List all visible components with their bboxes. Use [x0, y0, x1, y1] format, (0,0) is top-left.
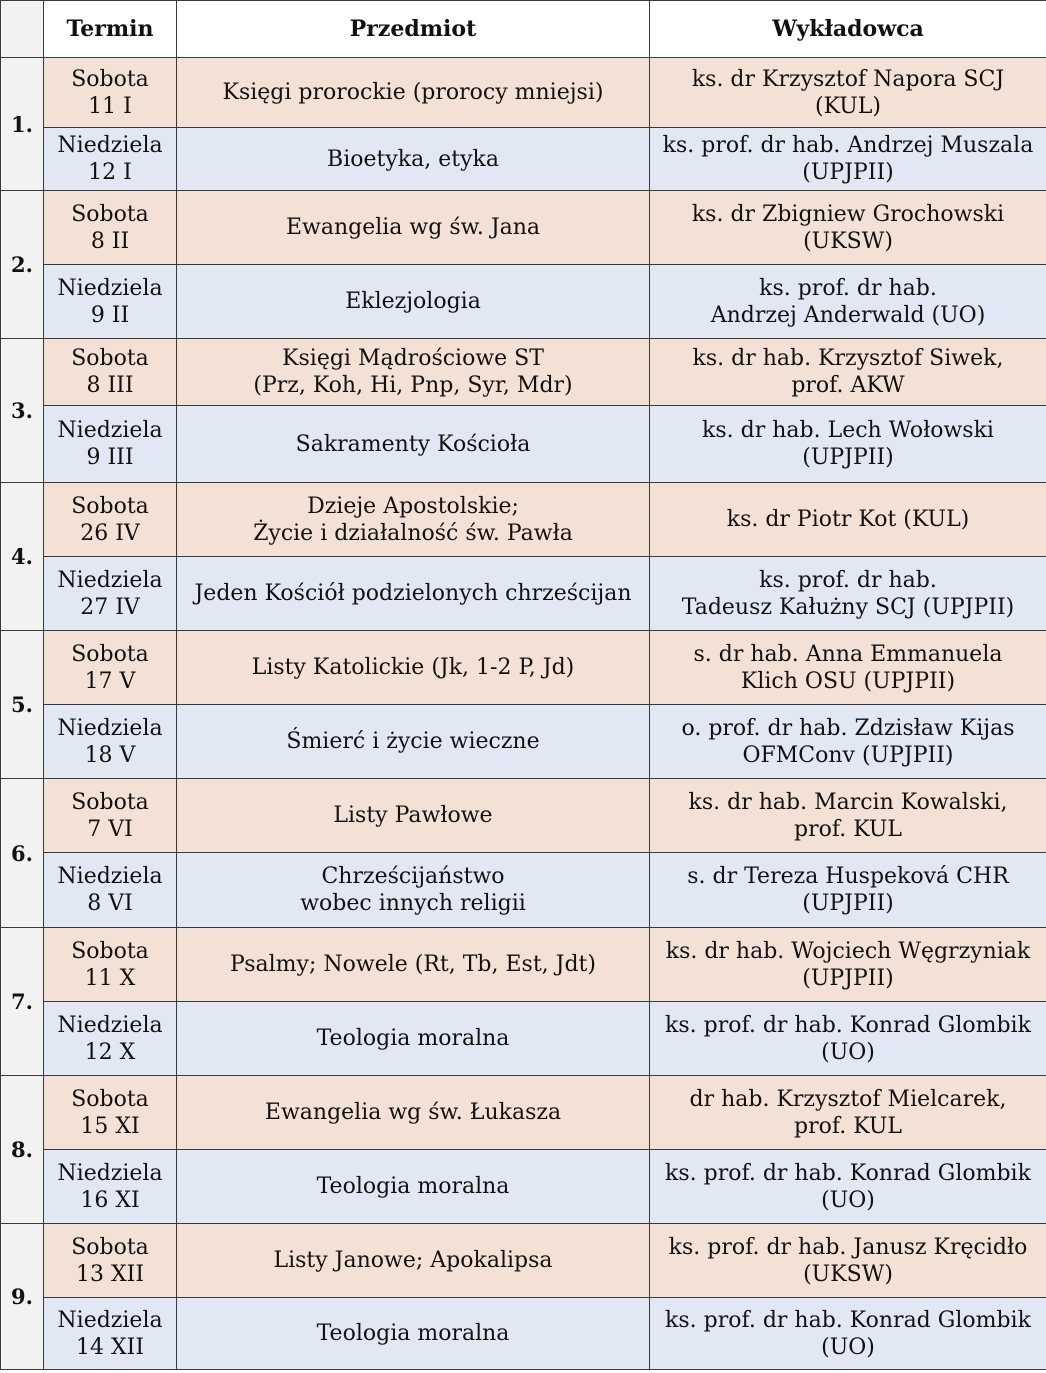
term-day: Sobota [71, 789, 149, 815]
term-date: 13 XII [75, 1261, 145, 1287]
lecturer-cell: s. dr hab. Anna Emmanuela Klich OSU (UPJPII) [650, 631, 1046, 705]
lecturer-cell: ks. prof. dr hab. Janusz Kręcidło (UKSW) [650, 1224, 1046, 1298]
term-date: 27 IV [80, 594, 140, 620]
meeting-number: 8. [1, 1076, 44, 1224]
lecturer-cell: ks. dr hab. Marcin Kowalski, prof. KUL [650, 779, 1046, 853]
lecturer-cell: ks. prof. dr hab. Konrad Glombik (UO) [650, 1298, 1046, 1370]
term-date: 18 V [84, 742, 136, 768]
term-cell [44, 1002, 177, 1076]
term-date: 9 III [86, 445, 134, 470]
header-lecturer: Wykładowca [650, 1, 1046, 58]
term-date: 17 V [84, 668, 136, 694]
table-row [1, 557, 1046, 631]
table-row [1, 1224, 1046, 1298]
subject-cell: Sakramenty Kościoła [177, 406, 650, 483]
meeting-number: 1. [1, 58, 44, 191]
table-row [1, 1076, 1046, 1150]
subject-cell: Listy Katolickie (Jk, 1-2 P, Jd) [177, 631, 650, 705]
table-row [1, 1002, 1046, 1076]
header-number [1, 1, 44, 58]
lecturer-cell: o. prof. dr hab. Zdzisław Kijas OFMConv (UPJPII) [650, 705, 1046, 779]
term-cell [44, 339, 177, 406]
lecturer-cell: dr hab. Krzysztof Mielcarek, prof. KUL [650, 1076, 1046, 1150]
meeting-number: 3. [1, 339, 44, 483]
table-row [1, 191, 1046, 265]
term-cell [44, 853, 177, 928]
term-day: Niedziela [57, 133, 163, 158]
term-day: Niedziela [57, 1012, 163, 1038]
lecturer-cell: ks. dr Zbigniew Grochowski (UKSW) [650, 191, 1046, 265]
subject-cell: Teologia moralna [177, 1298, 650, 1370]
term-cell [44, 1076, 177, 1150]
lecturer-cell: ks. prof. dr hab. Konrad Glombik (UO) [650, 1002, 1046, 1076]
term-day: Sobota [71, 641, 149, 667]
table-row [1, 631, 1046, 705]
term-day: Niedziela [57, 1307, 163, 1333]
table-row [1, 406, 1046, 483]
term-date: 16 XI [80, 1187, 140, 1213]
term-day: Sobota [71, 938, 149, 964]
term-date: 8 VI [87, 891, 133, 916]
subject-cell: Teologia moralna [177, 1150, 650, 1224]
term-date: 12 I [88, 160, 132, 185]
term-date: 14 XII [75, 1334, 145, 1360]
subject-cell: Jeden Kościół podzielonych chrześcijan [177, 557, 650, 631]
meeting-number: 6. [1, 779, 44, 928]
term-day: Sobota [71, 201, 149, 227]
meeting-number: 9. [1, 1224, 44, 1370]
subject-cell: Śmierć i życie wieczne [177, 705, 650, 779]
term-date: 12 X [84, 1039, 136, 1065]
term-day: Sobota [71, 1234, 149, 1260]
term-cell [44, 705, 177, 779]
term-cell [44, 928, 177, 1002]
lecturer-cell: ks. dr Piotr Kot (KUL) [650, 483, 1046, 557]
header-row [1, 1, 1046, 58]
term-cell [44, 1150, 177, 1224]
table-row [1, 928, 1046, 1002]
subject-cell: Teologia moralna [177, 1002, 650, 1076]
subject-cell: Chrześcijaństwo wobec innych religii [177, 853, 650, 928]
term-day: Niedziela [57, 715, 163, 741]
lecturer-cell: ks. dr hab. Lech Wołowski (UPJPII) [650, 406, 1046, 483]
term-date: 15 XI [80, 1113, 140, 1139]
term-date: 9 II [90, 302, 130, 328]
table-row [1, 705, 1046, 779]
subject-cell: Księgi prorockie (prorocy mniejsi) [177, 58, 650, 128]
term-date: 26 IV [80, 520, 140, 546]
term-day: Niedziela [57, 1160, 163, 1186]
term-cell [44, 631, 177, 705]
term-cell [44, 58, 177, 128]
term-cell [44, 128, 177, 191]
subject-cell: Psalmy; Nowele (Rt, Tb, Est, Jdt) [177, 928, 650, 1002]
lecturer-cell: ks. prof. dr hab. Andrzej Anderwald (UO) [650, 265, 1046, 339]
term-day: Sobota [71, 1086, 149, 1112]
lecturer-cell: ks. prof. dr hab. Andrzej Muszala (UPJPII) [650, 128, 1046, 191]
term-cell [44, 1298, 177, 1370]
table-row [1, 1150, 1046, 1224]
term-cell [44, 406, 177, 483]
table-row [1, 339, 1046, 406]
term-day: Niedziela [57, 567, 163, 593]
term-cell [44, 191, 177, 265]
meeting-number: 2. [1, 191, 44, 339]
term-cell [44, 779, 177, 853]
term-cell [44, 557, 177, 631]
term-date: 8 II [90, 228, 130, 254]
table-row [1, 853, 1046, 928]
meeting-number: 4. [1, 483, 44, 631]
subject-cell: Dzieje Apostolskie; Życie i działalność św. Pawła [177, 483, 650, 557]
table-row [1, 58, 1046, 128]
term-day: Niedziela [57, 864, 163, 889]
term-day: Niedziela [57, 418, 163, 443]
term-day: Sobota [71, 66, 149, 92]
subject-cell: Listy Janowe; Apokalipsa [177, 1224, 650, 1298]
table-row [1, 128, 1046, 191]
subject-cell: Bioetyka, etyka [177, 128, 650, 191]
term-day: Sobota [71, 346, 149, 371]
schedule-body [1, 58, 1046, 1370]
subject-cell: Listy Pawłowe [177, 779, 650, 853]
term-cell [44, 1224, 177, 1298]
term-date: 8 III [86, 373, 134, 398]
lecturer-cell: ks. dr hab. Wojciech Węgrzyniak (UPJPII) [650, 928, 1046, 1002]
term-date: 11 I [88, 93, 132, 119]
term-cell [44, 483, 177, 557]
header-term: Termin [44, 1, 177, 58]
term-cell [44, 265, 177, 339]
lecturer-cell: ks. prof. dr hab. Tadeusz Kałużny SCJ (UPJPII) [650, 557, 1046, 631]
table-row [1, 483, 1046, 557]
term-date: 11 X [84, 965, 136, 991]
table-row [1, 779, 1046, 853]
subject-cell: Eklezjologia [177, 265, 650, 339]
term-day: Sobota [71, 493, 149, 519]
table-row [1, 1298, 1046, 1370]
meeting-number: 5. [1, 631, 44, 779]
table-row [1, 265, 1046, 339]
meeting-number: 7. [1, 928, 44, 1076]
header-subject: Przedmiot [177, 1, 650, 58]
lecturer-cell: ks. dr hab. Krzysztof Siwek, prof. AKW [650, 339, 1046, 406]
subject-cell: Księgi Mądrościowe ST (Prz, Koh, Hi, Pnp, Syr, Mdr) [177, 339, 650, 406]
term-date: 7 VI [87, 816, 133, 842]
term-day: Niedziela [57, 275, 163, 301]
lecturer-cell: s. dr Tereza Huspeková CHR (UPJPII) [650, 853, 1046, 928]
subject-cell: Ewangelia wg św. Jana [177, 191, 650, 265]
lecturer-cell: ks. dr Krzysztof Napora SCJ (KUL) [650, 58, 1046, 128]
lecturer-cell: ks. prof. dr hab. Konrad Glombik (UO) [650, 1150, 1046, 1224]
subject-cell: Ewangelia wg św. Łukasza [177, 1076, 650, 1150]
